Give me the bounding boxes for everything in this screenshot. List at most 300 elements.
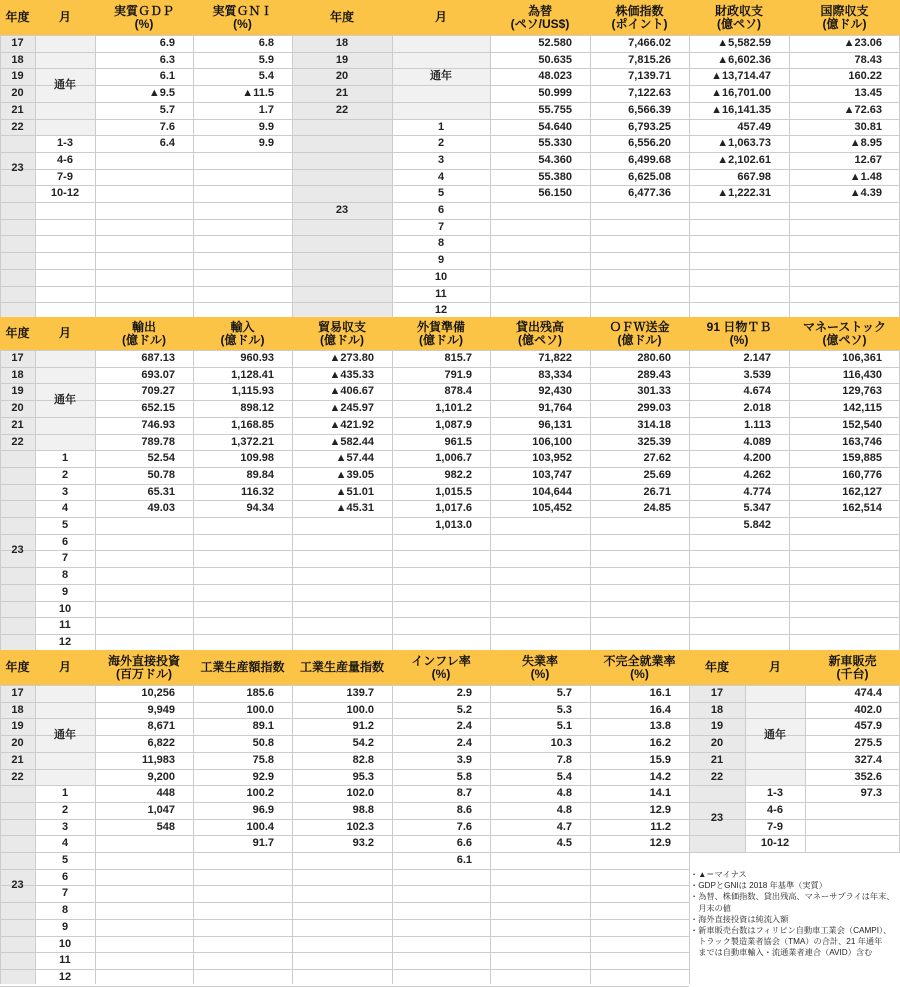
- gdp-value: 6.1: [159, 70, 175, 83]
- month-label: 1: [61, 787, 69, 800]
- bop-value: ▲72.63: [843, 103, 882, 116]
- fdi-value: 9,200: [147, 770, 175, 783]
- unemp-value: 4.8: [556, 787, 572, 800]
- ofw-value: 280.60: [637, 352, 671, 364]
- bop-value: 78.43: [854, 53, 882, 66]
- tb-value: 5.347: [743, 502, 771, 515]
- bop-value: ▲23.06: [843, 37, 882, 49]
- underemp-value: 11.2: [650, 820, 671, 833]
- import-value: 94.34: [246, 502, 274, 515]
- month-label: 7: [61, 887, 69, 900]
- gni-value: 5.9: [258, 53, 274, 66]
- cars-value: 327.4: [854, 753, 882, 766]
- month-label: 12: [58, 970, 72, 983]
- stock-value: 7,122.63: [628, 87, 671, 100]
- quarter-label: 1-3: [57, 137, 73, 150]
- unemp-value: 5.4: [556, 770, 572, 783]
- fx-value: 48.023: [538, 70, 572, 83]
- row-divider: [0, 634, 900, 635]
- cars-value: 352.6: [854, 770, 882, 783]
- trade-value: ▲435.33: [329, 368, 374, 381]
- month-label: 3: [61, 485, 69, 498]
- loans-value: 83,334: [538, 368, 572, 381]
- fx-value: 52.580: [538, 37, 572, 49]
- tb-value: 2.147: [743, 352, 771, 364]
- trade-value: ▲421.92: [329, 418, 374, 431]
- year-label: 19: [335, 53, 349, 66]
- inflation-value: 5.8: [456, 770, 472, 783]
- year-label: 21: [11, 103, 24, 116]
- loans-value: 103,747: [532, 468, 572, 481]
- row-divider: [0, 986, 689, 987]
- export-value: 49.03: [147, 502, 175, 515]
- fiscal-value: ▲1,063.73: [717, 137, 771, 150]
- reserves-value: 791.9: [444, 368, 472, 381]
- month-label: 通年: [54, 728, 76, 741]
- year-label: 20: [11, 402, 24, 415]
- fiscal-value: ▲16,141.35: [711, 103, 771, 116]
- month-label: 通年: [54, 393, 76, 406]
- ipvalue-value: 96.9: [252, 803, 274, 816]
- month-label: 通年: [54, 78, 76, 91]
- inflation-value: 2.9: [456, 687, 472, 699]
- quarter-label: 4-6: [57, 153, 73, 166]
- import-value: 1,168.85: [231, 418, 274, 431]
- cars-value: 275.5: [854, 737, 882, 750]
- row-divider: [0, 852, 689, 853]
- ipvol-value: 95.3: [352, 770, 374, 783]
- column-header: 月: [58, 326, 71, 340]
- export-value: 50.78: [147, 468, 175, 481]
- unemp-value: 5.1: [556, 720, 572, 733]
- import-value: 89.84: [246, 468, 274, 481]
- year-label: 23: [11, 544, 24, 557]
- month-label: 通年: [764, 728, 786, 741]
- year-label: 18: [335, 37, 349, 49]
- year-label: 20: [710, 737, 724, 750]
- loans-value: 71,822: [538, 352, 572, 364]
- row-divider: [0, 584, 900, 585]
- footnote-line: ・新車販売台数はフィリピン自動車工業会（CAMPI）、: [690, 926, 892, 936]
- month-label: 9: [61, 920, 69, 933]
- year-label: 21: [11, 418, 24, 431]
- month-label: 5: [437, 187, 445, 200]
- inflation-value: 5.2: [456, 703, 472, 716]
- ipvalue-value: 100.4: [246, 820, 274, 833]
- month-label: 12: [434, 304, 448, 317]
- fx-value: 50.999: [538, 87, 572, 100]
- fiscal-value: ▲6,602.36: [717, 53, 771, 66]
- fdi-value: 6,822: [147, 737, 175, 750]
- export-value: 746.93: [141, 418, 175, 431]
- underemp-value: 16.1: [649, 687, 671, 699]
- month-label: 4: [61, 502, 69, 515]
- unemp-value: 5.3: [556, 703, 572, 716]
- trade-value: ▲245.97: [329, 402, 374, 415]
- column-header: 実質ＧＤＰ (%): [113, 3, 174, 31]
- gdp-value: 6.3: [159, 53, 175, 66]
- import-value: 1,115.93: [231, 385, 274, 398]
- year-label: 23: [11, 162, 24, 175]
- unemp-value: 7.8: [556, 753, 572, 766]
- cars-value: 402.0: [854, 703, 882, 716]
- loans-value: 103,952: [532, 452, 572, 465]
- fdi-value: 8,671: [147, 720, 175, 733]
- year-label: 17: [710, 687, 724, 699]
- reserves-value: 1,087.9: [435, 418, 472, 431]
- row-divider: [689, 852, 900, 853]
- ipvol-value: 98.8: [352, 803, 374, 816]
- column-header: 新車販売 (千台): [828, 653, 877, 681]
- money-value: 129,763: [842, 385, 882, 398]
- footnote-line: トラック製造業者協会（TMA）の合計、21 年通年: [690, 937, 883, 947]
- year-label: 18: [11, 53, 24, 66]
- column-header: 失業率 (%): [521, 653, 558, 681]
- column-header: 年度: [704, 660, 729, 674]
- column-header: 輸入 (億ドル): [220, 319, 265, 347]
- fx-value: 54.640: [538, 120, 572, 133]
- month-label: 4: [437, 170, 445, 183]
- row-divider: [0, 869, 689, 870]
- underemp-value: 13.8: [649, 720, 671, 733]
- fx-value: 55.755: [538, 103, 572, 116]
- trade-value: ▲45.31: [335, 502, 374, 515]
- money-value: 106,361: [842, 352, 882, 364]
- month-label: 通年: [430, 70, 452, 83]
- ofw-value: 289.43: [637, 368, 671, 381]
- year-label: 19: [11, 70, 24, 83]
- stock-value: 6,566.39: [628, 103, 671, 116]
- inflation-value: 7.6: [456, 820, 472, 833]
- month-label: 8: [61, 569, 69, 582]
- footnote-line: までは自動車輸入・流通業者連合（AVID）含む: [690, 948, 873, 958]
- column-header: 年度: [329, 10, 354, 24]
- year-label: 18: [11, 703, 24, 716]
- fiscal-value: ▲1,222.31: [717, 187, 771, 200]
- fdi-value: 9,949: [147, 703, 175, 716]
- export-value: 693.07: [141, 368, 175, 381]
- quarter-label: 7-9: [57, 170, 73, 183]
- footnotes: [690, 869, 898, 959]
- underemp-value: 16.2: [649, 737, 671, 750]
- inflation-value: 2.4: [456, 737, 472, 750]
- column-header: ＯＦＷ送金 (億ドル): [609, 319, 670, 347]
- column-header: 月: [58, 10, 71, 24]
- year-label: 22: [11, 435, 24, 448]
- year-label: 21: [335, 87, 349, 100]
- column-header: 株価指数 (ポイント): [611, 3, 668, 31]
- fx-value: 55.330: [538, 137, 572, 150]
- footnote-line: ・海外直接投資は純流入額: [690, 914, 789, 924]
- ipvalue-value: 185.6: [246, 687, 274, 699]
- trade-value: ▲51.01: [335, 485, 374, 498]
- row-divider: [0, 601, 900, 602]
- tb-value: 1.113: [744, 418, 771, 431]
- fx-value: 54.360: [538, 153, 572, 166]
- month-label: 1: [437, 120, 445, 133]
- ipvol-value: 139.7: [346, 687, 374, 699]
- quarter-label: 1-3: [767, 787, 783, 800]
- ipvalue-value: 50.8: [252, 737, 274, 750]
- underemp-value: 15.9: [649, 753, 671, 766]
- bop-value: 13.45: [854, 87, 882, 100]
- column-header: 月: [768, 660, 781, 674]
- ipvalue-value: 100.2: [246, 787, 274, 800]
- trade-value: ▲582.44: [329, 435, 374, 448]
- column-header: 貸出残高 (億ペソ): [515, 319, 564, 347]
- column-header: 91 日物ＴＢ (%): [706, 319, 772, 347]
- ofw-value: 314.18: [637, 418, 671, 431]
- money-value: 162,514: [842, 502, 882, 515]
- money-value: 152,540: [842, 418, 882, 431]
- column-header: 海外直接投資 (百万ドル): [107, 653, 180, 681]
- year-label: 21: [11, 753, 24, 766]
- month-label: 1: [61, 452, 69, 465]
- ipvalue-value: 89.1: [252, 720, 274, 733]
- column-header: 財政収支 (億ペソ): [714, 3, 763, 31]
- row-divider: [0, 885, 689, 886]
- fx-value: 56.150: [538, 187, 572, 200]
- month-label: 9: [61, 585, 69, 598]
- fiscal-value: ▲2,102.61: [717, 153, 771, 166]
- reserves-value: 961.5: [444, 435, 472, 448]
- fx-value: 50.635: [538, 53, 572, 66]
- stock-value: 7,139.71: [628, 70, 671, 83]
- gni-value: 9.9: [258, 120, 274, 133]
- underemp-value: 12.9: [649, 837, 671, 850]
- loans-value: 106,100: [532, 435, 572, 448]
- footnote-line: 月末の値: [690, 903, 731, 913]
- bop-value: ▲4.39: [849, 187, 882, 200]
- ofw-value: 24.85: [643, 502, 671, 515]
- month-label: 3: [61, 820, 69, 833]
- month-label: 2: [437, 137, 445, 150]
- month-label: 10: [58, 602, 72, 615]
- month-label: 10: [434, 270, 448, 283]
- unemp-value: 4.8: [556, 803, 572, 816]
- ofw-value: 27.62: [643, 452, 671, 465]
- month-label: 5: [61, 854, 69, 866]
- row-divider: [0, 567, 900, 568]
- ipvalue-value: 92.9: [252, 770, 274, 783]
- ipvol-value: 93.2: [352, 837, 374, 850]
- trade-value: ▲57.44: [335, 452, 374, 465]
- fiscal-value: ▲16,701.00: [711, 87, 771, 100]
- reserves-value: 1,101.2: [435, 402, 472, 415]
- reserves-value: 878.4: [444, 385, 472, 398]
- year-label: 19: [710, 720, 724, 733]
- month-label: 11: [59, 954, 71, 967]
- year-label: 20: [335, 70, 349, 83]
- gni-value: 6.8: [258, 37, 274, 49]
- fiscal-value: 667.98: [737, 170, 771, 183]
- column-header: 外貨準備 (億ドル): [416, 319, 465, 347]
- quarter-label: 10-12: [760, 837, 790, 850]
- row-divider: [0, 534, 900, 535]
- underemp-value: 12.9: [649, 803, 671, 816]
- money-value: 162,127: [842, 485, 882, 498]
- ofw-value: 26.71: [643, 485, 671, 498]
- fiscal-value: ▲5,582.59: [717, 37, 771, 49]
- fdi-value: 1,047: [147, 803, 175, 816]
- cars-value: 474.4: [854, 687, 882, 699]
- column-header: 年度: [5, 10, 30, 24]
- column-header: 年度: [5, 660, 30, 674]
- year-label: 20: [11, 87, 24, 100]
- fiscal-value: ▲13,714.47: [711, 70, 771, 83]
- year-label: 19: [11, 720, 24, 733]
- bop-value: 12.67: [854, 153, 882, 166]
- ipvalue-value: 91.7: [252, 837, 274, 850]
- quarter-label: 4-6: [767, 803, 783, 816]
- inflation-value: 6.1: [456, 854, 472, 866]
- ipvol-value: 91.2: [352, 720, 374, 733]
- month-label: 8: [61, 904, 69, 917]
- gdp-value: 5.7: [159, 103, 175, 116]
- gdp-value: ▲9.5: [148, 87, 175, 100]
- year-label: 17: [11, 687, 24, 699]
- stock-value: 6,556.20: [628, 137, 671, 150]
- month-label: 11: [435, 287, 447, 300]
- gdp-value: 6.4: [159, 137, 175, 150]
- trade-value: ▲406.67: [329, 385, 374, 398]
- export-value: 789.78: [141, 435, 175, 448]
- month-label: 12: [58, 635, 72, 648]
- column-header: 不完全就業率 (%): [603, 653, 676, 681]
- export-value: 65.31: [147, 485, 175, 498]
- month-label: 7: [61, 552, 69, 565]
- month-label: 6: [61, 535, 69, 548]
- stock-value: 7,466.02: [628, 37, 671, 49]
- fx-value: 55.380: [538, 170, 572, 183]
- money-value: 160,776: [842, 468, 882, 481]
- footnote-line: ・▲＝マイナス: [690, 870, 747, 879]
- footnote-line: ・為替、株価指数、貸出残高、マネーサプライは年末、: [690, 892, 895, 902]
- row-divider: [0, 969, 689, 970]
- column-header: 工業生産額指数: [200, 660, 285, 674]
- column-header: 月: [58, 660, 71, 674]
- inflation-value: 2.4: [456, 720, 472, 733]
- reserves-value: 1,013.0: [435, 519, 472, 531]
- loans-value: 92,430: [538, 385, 572, 398]
- row-divider: [0, 936, 689, 937]
- cars-value: 457.9: [854, 720, 882, 733]
- bop-value: ▲1.48: [849, 170, 882, 183]
- row-divider: [0, 550, 900, 551]
- unemp-value: 10.3: [550, 737, 572, 750]
- ipvalue-value: 75.8: [252, 753, 274, 766]
- gdp-value: 6.9: [159, 37, 175, 49]
- year-label: 18: [11, 368, 24, 381]
- row-divider: [0, 952, 689, 953]
- ofw-value: 325.39: [637, 435, 671, 448]
- month-label: 2: [61, 468, 69, 481]
- year-label: 22: [710, 770, 724, 783]
- month-label: 11: [59, 619, 71, 632]
- tb-value: 4.774: [743, 485, 771, 498]
- year-label: 19: [11, 385, 24, 398]
- import-value: 898.12: [240, 402, 274, 415]
- ipvol-value: 82.8: [352, 753, 374, 766]
- year-label: 22: [11, 770, 24, 783]
- unemp-value: 4.7: [556, 820, 572, 833]
- stock-value: 6,625.08: [628, 170, 671, 183]
- bop-value: ▲8.95: [849, 137, 882, 150]
- stock-value: 6,499.68: [628, 153, 671, 166]
- month-label: 6: [61, 870, 69, 883]
- year-label: 21: [710, 753, 724, 766]
- month-label: 6: [437, 204, 445, 216]
- bop-value: 30.81: [854, 120, 882, 133]
- gni-value: 5.4: [258, 70, 274, 83]
- trade-value: ▲273.80: [329, 352, 374, 364]
- loans-value: 96,131: [538, 418, 572, 431]
- fdi-value: 11,983: [141, 753, 175, 766]
- ofw-value: 25.69: [643, 468, 671, 481]
- column-header: 年度: [5, 326, 30, 340]
- tb-value: 4.089: [743, 435, 771, 448]
- export-value: 652.15: [141, 402, 175, 415]
- column-header: マネーストック (億ペソ): [802, 319, 887, 347]
- month-label: 8: [437, 237, 445, 250]
- ipvol-value: 100.0: [346, 703, 374, 716]
- inflation-value: 6.6: [456, 837, 472, 850]
- reserves-value: 1,006.7: [435, 452, 472, 465]
- year-label: 17: [11, 352, 24, 364]
- gni-value: 1.7: [258, 103, 274, 116]
- ofw-value: 299.03: [637, 402, 671, 415]
- import-value: 116.32: [240, 485, 274, 498]
- import-value: 1,128.41: [231, 368, 274, 381]
- cars-value: 97.3: [860, 787, 882, 800]
- month-label: 2: [61, 803, 69, 816]
- fdi-value: 448: [156, 787, 175, 800]
- month-label: 3: [437, 153, 445, 166]
- underemp-value: 16.4: [649, 703, 671, 716]
- money-value: 116,430: [842, 368, 882, 381]
- tb-value: 4.200: [743, 452, 771, 465]
- year-label: 23: [11, 879, 24, 892]
- import-value: 960.93: [240, 352, 274, 364]
- month-label: 7: [437, 220, 445, 233]
- fiscal-value: 457.49: [737, 120, 771, 133]
- row-divider: [0, 919, 689, 920]
- underemp-value: 14.1: [649, 787, 671, 800]
- row-divider: [0, 902, 689, 903]
- tb-value: 5.842: [743, 519, 771, 531]
- fdi-value: 10,256: [141, 687, 175, 699]
- export-value: 687.13: [141, 352, 175, 364]
- gni-value: ▲11.5: [242, 87, 274, 100]
- column-header: 月: [434, 10, 447, 24]
- underemp-value: 14.2: [649, 770, 671, 783]
- stock-value: 6,477.36: [628, 187, 671, 200]
- ipvalue-value: 100.0: [246, 703, 274, 716]
- unemp-value: 5.7: [556, 687, 572, 699]
- tb-value: 3.539: [743, 368, 771, 381]
- year-label: 22: [11, 120, 24, 133]
- reserves-value: 815.7: [444, 352, 472, 364]
- inflation-value: 8.7: [456, 787, 472, 800]
- loans-value: 105,452: [532, 502, 572, 515]
- ipvol-value: 54.2: [352, 737, 374, 750]
- gni-value: 9.9: [258, 137, 274, 150]
- column-header: 工業生産量指数: [299, 660, 384, 674]
- export-value: 52.54: [147, 452, 175, 465]
- column-header: 国際収支 (億ドル): [820, 3, 869, 31]
- fdi-value: 548: [156, 820, 175, 833]
- unemp-value: 4.5: [556, 837, 572, 850]
